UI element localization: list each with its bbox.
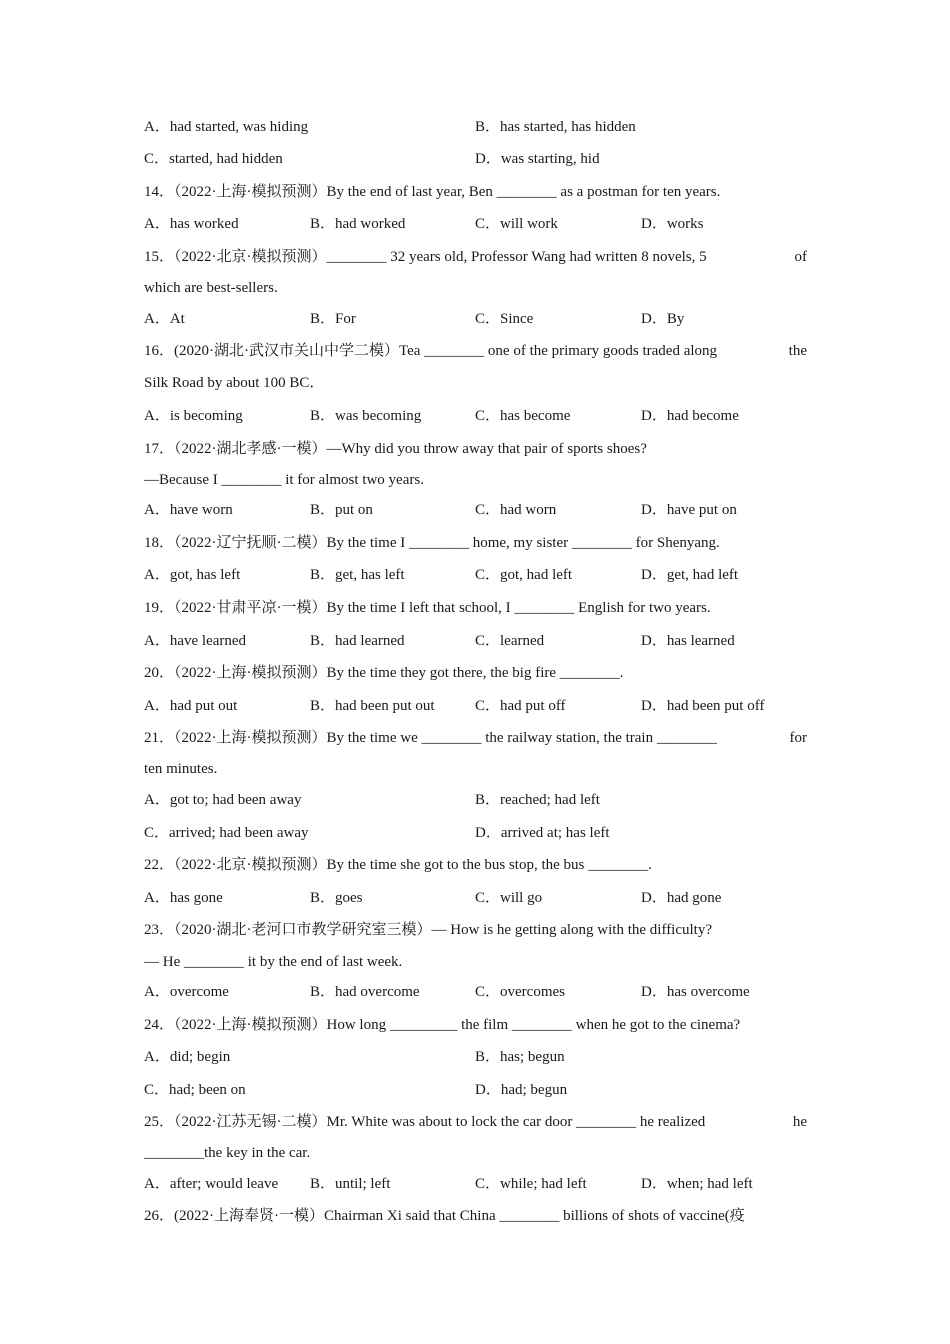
q16-option-a[interactable]: A．is becoming xyxy=(144,408,243,424)
q15-stem-part2: of xyxy=(794,249,807,265)
q17-option-b[interactable]: B．put on xyxy=(310,502,373,518)
q23-option-a[interactable]: A．overcome xyxy=(144,984,229,1000)
q24-option-a[interactable]: A．did; begin xyxy=(144,1049,231,1065)
q17-stem-line1: 17．（2022·湖北孝感·一模）—Why did you throw away that pair of sports shoes? xyxy=(144,441,647,457)
q19-stem: 19．（2022·甘肃平凉·一模）By the time I left that school, I ________ English for two years. xyxy=(144,600,711,616)
q13-option-a[interactable]: A．had started, was hiding xyxy=(144,119,309,135)
q18-option-c[interactable]: C．got, had left xyxy=(475,567,573,583)
q24-option-b[interactable]: B．has; begun xyxy=(475,1049,565,1065)
q20-option-a[interactable]: A．had put out xyxy=(144,698,238,714)
q25-stem-part1: 25．（2022·江苏无锡·二模）Mr. White was about to lock the car door ________ he realized xyxy=(144,1114,706,1130)
q16-stem-part2: the xyxy=(788,343,807,359)
q17-option-d[interactable]: D．have put on xyxy=(641,502,737,518)
q17-option-a[interactable]: A．have worn xyxy=(144,502,233,518)
q16-stem-part1: 16．(2020·湖北·武汉市关山中学二模）Tea ________ one of the primary goods traded along xyxy=(144,343,718,359)
q20-option-c[interactable]: C．had put off xyxy=(475,698,566,714)
q14-option-d[interactable]: D．works xyxy=(641,216,704,232)
q19-option-a[interactable]: A．have learned xyxy=(144,633,247,649)
q17-option-c[interactable]: C．had worn xyxy=(475,502,557,518)
q21-option-d[interactable]: D．arrived at; has left xyxy=(475,825,610,841)
q18-option-d[interactable]: D．get, had left xyxy=(641,567,739,583)
q13-option-b[interactable]: B．has started, has hidden xyxy=(475,119,636,135)
q25-stem-part2: he xyxy=(792,1114,807,1130)
q24-option-d[interactable]: D．had; begun xyxy=(475,1082,568,1098)
q25-stem-line1 xyxy=(144,1112,807,1132)
q24-stem: 24．（2022·上海·模拟预测）How long _________ the film ________ when he got to the cinema? xyxy=(144,1017,741,1033)
q15-option-d[interactable]: D．By xyxy=(641,311,685,327)
q20-option-b[interactable]: B．had been put out xyxy=(310,698,435,714)
q26-stem: 26．(2022·上海奉贤·一模）Chairman Xi said that China ________ billions of shots of vaccine(疫 xyxy=(144,1208,745,1224)
q23-stem-line2: — He ________ it by the end of last week. xyxy=(144,954,403,970)
q25-stem-line2: ________the key in the car. xyxy=(144,1145,311,1161)
q25-option-c[interactable]: C．while; had left xyxy=(475,1176,587,1192)
q18-option-b[interactable]: B．get, has left xyxy=(310,567,405,583)
q22-stem: 22．（2022·北京·模拟预测）By the time she got to the bus stop, the bus ________. xyxy=(144,857,652,873)
q18-option-a[interactable]: A．got, has left xyxy=(144,567,241,583)
q23-option-d[interactable]: D．has overcome xyxy=(641,984,750,1000)
q15-option-b[interactable]: B．For xyxy=(310,311,356,327)
q15-stem-line2: which are best-sellers. xyxy=(144,280,278,296)
q15-stem-line1 xyxy=(144,247,807,267)
q25-option-b[interactable]: B．until; left xyxy=(310,1176,391,1192)
q22-option-c[interactable]: C．will go xyxy=(475,890,543,906)
q14-option-a[interactable]: A．has worked xyxy=(144,216,239,232)
q17-stem-line2: —Because I ________ it for almost two years. xyxy=(144,472,424,488)
q19-option-c[interactable]: C．learned xyxy=(475,633,545,649)
q21-option-a[interactable]: A．got to; had been away xyxy=(144,792,302,808)
q14-stem: 14．（2022·上海·模拟预测）By the end of last year, Ben ________ as a postman for ten years. xyxy=(144,184,721,200)
q21-stem-line1 xyxy=(144,728,807,748)
q16-stem-line1 xyxy=(144,341,807,361)
q14-option-c[interactable]: C．will work xyxy=(475,216,558,232)
q19-option-d[interactable]: D．has learned xyxy=(641,633,735,649)
q13-option-c[interactable]: C．started, had hidden xyxy=(144,151,283,167)
q21-stem-part2: for xyxy=(789,730,807,746)
q23-option-c[interactable]: C．overcomes xyxy=(475,984,565,1000)
q21-option-c[interactable]: C．arrived; had been away xyxy=(144,825,309,841)
q14-option-b[interactable]: B．had worked xyxy=(310,216,406,232)
q22-option-b[interactable]: B．goes xyxy=(310,890,363,906)
q23-option-b[interactable]: B．had overcome xyxy=(310,984,420,1000)
q16-option-c[interactable]: C．has become xyxy=(475,408,571,424)
q23-stem-line1: 23．（2020·湖北·老河口市教学研究室三模）— How is he getting along with the difficulty? xyxy=(144,922,713,938)
q25-option-a[interactable]: A．after; would leave xyxy=(144,1176,279,1192)
q21-stem-line2: ten minutes. xyxy=(144,761,218,777)
q21-stem-part1: 21．（2022·上海·模拟预测）By the time we ________ the railway station, the train ________ xyxy=(144,730,717,746)
q22-option-a[interactable]: A．has gone xyxy=(144,890,223,906)
q20-option-d[interactable]: D．had been put off xyxy=(641,698,765,714)
q22-option-d[interactable]: D．had gone xyxy=(641,890,722,906)
q15-stem-part1: 15．（2022·北京·模拟预测）________ 32 years old, Professor Wang had written 8 novels, 5 xyxy=(144,249,707,265)
q21-option-b[interactable]: B．reached; had left xyxy=(475,792,600,808)
q13-option-d[interactable]: D．was starting, hid xyxy=(475,151,600,167)
q18-stem: 18．（2022·辽宁抚顺·二模）By the time I ________ home, my sister ________ for Shenyang. xyxy=(144,535,720,551)
q19-option-b[interactable]: B．had learned xyxy=(310,633,405,649)
q25-option-d[interactable]: D．when; had left xyxy=(641,1176,753,1192)
q15-option-c[interactable]: C．Since xyxy=(475,311,534,327)
q16-option-d[interactable]: D．had become xyxy=(641,408,739,424)
q16-option-b[interactable]: B．was becoming xyxy=(310,408,422,424)
q15-option-a[interactable]: A．At xyxy=(144,311,185,327)
q16-stem-line2: Silk Road by about 100 BC． xyxy=(144,375,325,391)
q20-stem: 20．（2022·上海·模拟预测）By the time they got there, the big fire ________. xyxy=(144,665,624,681)
q24-option-c[interactable]: C．had; been on xyxy=(144,1082,246,1098)
